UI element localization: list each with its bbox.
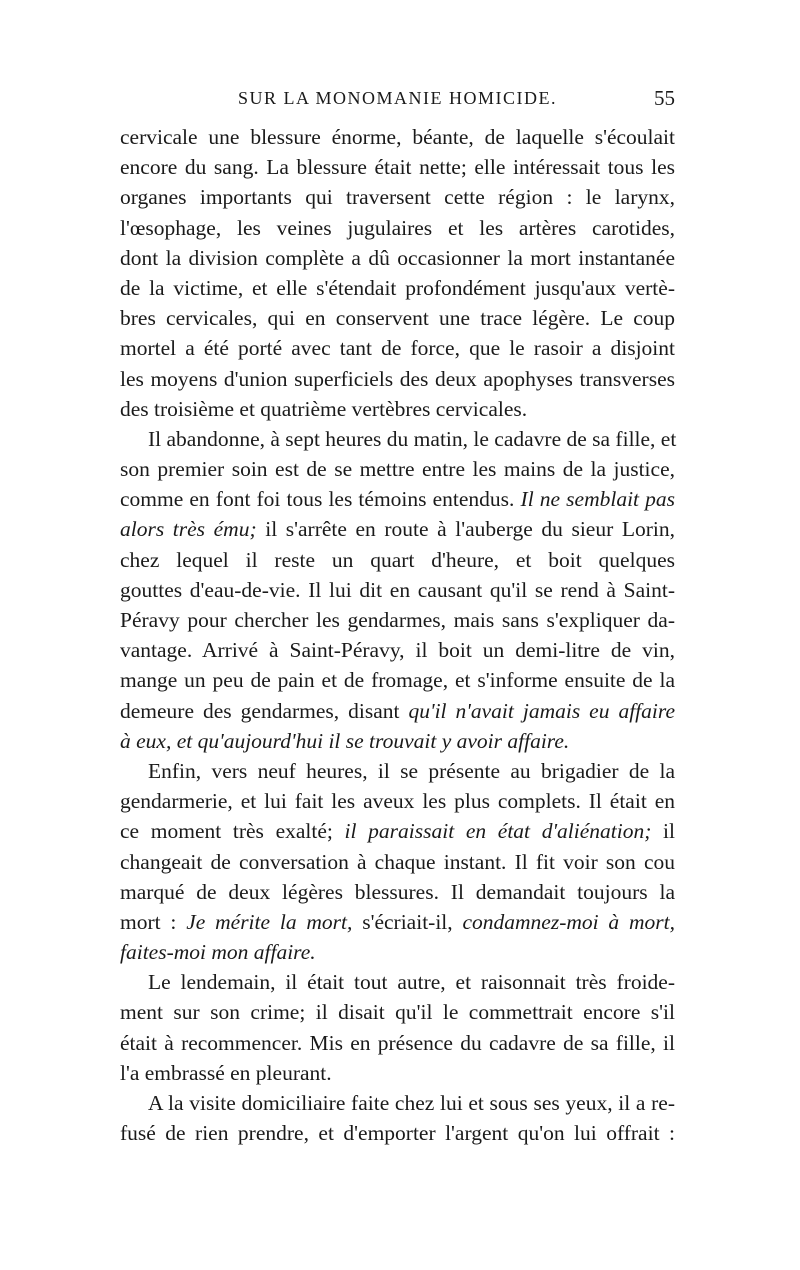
text-line: bres cervicales, qui en conservent une trace légère. Le coup [120, 306, 675, 331]
text-line [120, 937, 675, 967]
text-line: Péravy pour chercher les gendarmes, mais sans s'expliquer da- [120, 608, 675, 632]
text-line [120, 696, 675, 726]
text-line: organes importants qui traversent cette région : le larynx, [120, 185, 675, 210]
text-line: fusé de rien prendre, et d'emporter l'argent qu'on lui offrait : [120, 1121, 675, 1146]
text-line: encore du sang. La blessure était nette; elle intéressait tous les [120, 155, 675, 180]
text-segment: il s'arrête en route à l'auberge du sieur Lorin, [256, 517, 675, 542]
text-segment: s'écriait-il, [352, 909, 463, 934]
text-line [120, 514, 675, 544]
text-line: marqué de deux légères blessures. Il demandait toujours la [120, 879, 675, 904]
text-line: cervicale une blessure énorme, béante, de laquelle s'écoulait [120, 125, 675, 149]
text-line: était à recommencer. Mis en présence du cadavre de sa fille, il [120, 1030, 675, 1055]
text-segment: mort : [120, 909, 187, 934]
text-line: Il abandonne, à sept heures du matin, le cadavre de sa fille, et [148, 426, 677, 451]
italic-segment: qu'il n'avait jamais eu affaire [408, 698, 675, 723]
text-line: vantage. Arrivé à Saint-Péravy, il boit un demi-litre de vin, [120, 638, 675, 663]
text-line: gendarmerie, et lui fait les aveux les plus complets. Il était en [120, 789, 675, 814]
italic-segment: condamnez-moi à mort, [462, 909, 675, 934]
italic-segment: il paraissait en état d'aliénation; [344, 819, 652, 844]
text-line [120, 484, 675, 514]
text-line: des troisième et quatrième vertèbres cervicales. [120, 396, 528, 421]
text-line: ment sur son crime; il disait qu'il le commettrait encore s'il [120, 1000, 675, 1025]
italic-segment: alors très ému; [120, 517, 257, 542]
text-line: les moyens d'union superficiels des deux apophyses transverses [120, 366, 675, 391]
text-segment: demeure des gendarmes, disant [120, 698, 409, 723]
text-line: A la visite domiciliaire faite chez lui et sous ses yeux, il a re- [148, 1091, 675, 1115]
page-number: 55 [654, 86, 675, 110]
text-line [120, 816, 675, 846]
text-line: mortel a été porté avec tant de force, que le rasoir a disjoint [120, 336, 675, 361]
italic-segment: Je mérite la mort, [186, 909, 353, 934]
text-line: Enfin, vers neuf heures, il se présente au brigadier de la [148, 758, 675, 783]
text-line: Le lendemain, il était tout autre, et raisonnait très froide- [148, 970, 675, 995]
text-line: changeait de conversation à chaque instant. Il fit voir son cou [120, 849, 675, 874]
body-text [120, 122, 675, 1148]
text-segment: comme en font foi tous les témoins entendus. [120, 487, 521, 512]
text-line: de la victime, et elle s'étendait profondément jusqu'aux vertè- [120, 275, 675, 300]
text-segment: ce moment très exalté; [120, 819, 345, 844]
text-line: l'a embrassé en pleurant. [120, 1060, 332, 1085]
text-line [120, 726, 675, 756]
running-head [120, 88, 675, 116]
text-line: chez lequel il reste un quart d'heure, et boit quelques [120, 547, 675, 572]
running-title: SUR LA MONOMANIE HOMICIDE. [237, 88, 557, 108]
text-line: mange un peu de pain et de fromage, et s'informe ensuite de la [120, 668, 675, 693]
italic-segment: Il ne semblait pas [520, 487, 675, 512]
text-line: son premier soin est de se mettre entre les mains de la justice, [120, 457, 675, 482]
text-line [120, 907, 675, 937]
text-segment: il [651, 819, 675, 844]
text-line: l'œsophage, les veines jugulaires et les artères carotides, [120, 215, 675, 240]
text-line: dont la division complète a dû occasionner la mort instantanée [120, 245, 675, 270]
italic-segment: à eux, et qu'aujourd'hui il se trouvait y avoir affaire. [120, 728, 570, 753]
text-line: gouttes d'eau-de-vie. Il lui dit en causant qu'il se rend à Saint- [120, 577, 675, 602]
italic-segment: faites-moi mon affaire. [120, 940, 316, 965]
